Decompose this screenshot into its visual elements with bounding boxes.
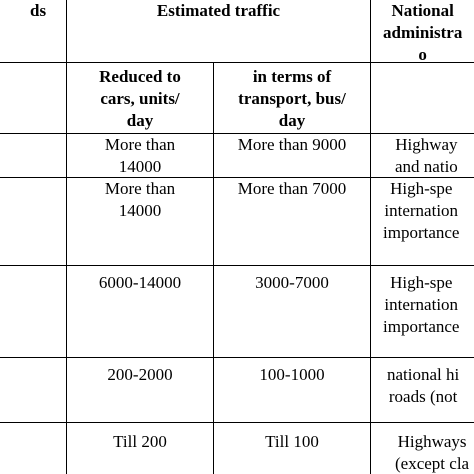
row4-cars bbox=[67, 364, 213, 386]
row1-bus-line-1: More than 9000 bbox=[237, 135, 347, 154]
row-divider-3 bbox=[0, 357, 474, 358]
subheader-bus-line-3: day bbox=[278, 111, 306, 130]
row4-bus-line-1: 100-1000 bbox=[259, 365, 325, 384]
row3-admin-line-2: internation bbox=[384, 295, 459, 314]
row4-cars-line-1: 200-2000 bbox=[107, 365, 173, 384]
row5-admin-line-2: (except cla bbox=[395, 454, 470, 473]
row4-admin-line-2: roads (not bbox=[388, 387, 458, 406]
header-admin-line-2: administra bbox=[383, 23, 463, 42]
row1-admin-line-2: and natio bbox=[395, 157, 458, 176]
row4-admin bbox=[371, 364, 474, 408]
row5-bus-line-1: Till 100 bbox=[265, 432, 319, 451]
row5-admin bbox=[371, 431, 474, 474]
row4-bus bbox=[214, 364, 370, 386]
subheader-bus-line-1: in terms of bbox=[252, 67, 332, 86]
row1-bus bbox=[214, 134, 370, 156]
row5-cars bbox=[67, 431, 213, 453]
row2-cars bbox=[67, 178, 213, 222]
row3-cars-line-1: 6000-14000 bbox=[98, 273, 182, 292]
row-divider-4 bbox=[0, 422, 474, 423]
subheader-cars-line-2: cars, units/ bbox=[100, 89, 180, 108]
subheader-cars bbox=[67, 66, 213, 132]
row2-cars-line-2: 14000 bbox=[118, 201, 162, 220]
row-divider-2 bbox=[0, 265, 474, 266]
row1-cars bbox=[67, 134, 213, 178]
row5-cars-line-1: Till 200 bbox=[113, 432, 167, 451]
header-estimated-traffic bbox=[67, 0, 370, 22]
header-roads bbox=[0, 0, 66, 22]
row3-bus bbox=[214, 272, 370, 294]
row1-cars-line-2: 14000 bbox=[118, 157, 162, 176]
header-estimated-traffic-label: Estimated traffic bbox=[156, 1, 281, 20]
row2-admin-line-3: importance bbox=[383, 223, 460, 242]
row4-admin-line-1: national hi bbox=[387, 365, 460, 384]
row3-cars bbox=[67, 272, 213, 294]
row2-admin bbox=[371, 178, 474, 244]
row2-admin-line-2: internation bbox=[384, 201, 459, 220]
subheader-bus bbox=[214, 66, 370, 132]
row3-bus-line-1: 3000-7000 bbox=[255, 273, 329, 292]
header-roads-label: ds bbox=[30, 1, 47, 20]
row1-admin-line-1: Highway bbox=[395, 135, 458, 154]
row2-cars-line-1: More than bbox=[104, 179, 176, 198]
row5-bus bbox=[214, 431, 370, 453]
row1-cars-line-1: More than bbox=[104, 135, 176, 154]
header-admin-line-1: National bbox=[391, 1, 454, 20]
row1-admin bbox=[371, 134, 474, 178]
row3-admin-line-1: High-spe bbox=[390, 273, 453, 292]
subheader-cars-line-3: day bbox=[126, 111, 154, 130]
row3-admin-line-3: importance bbox=[383, 317, 460, 336]
row2-bus-line-1: More than 7000 bbox=[237, 179, 347, 198]
subheader-bus-line-2: transport, bus/ bbox=[238, 89, 346, 108]
row3-admin bbox=[371, 272, 474, 338]
header-admin-line-3: o bbox=[418, 45, 427, 64]
header-administration bbox=[371, 0, 474, 66]
subheader-cars-line-1: Reduced to bbox=[99, 67, 181, 86]
row5-admin-line-1: Highways bbox=[397, 432, 467, 451]
row2-bus bbox=[214, 178, 370, 200]
row2-admin-line-1: High-spe bbox=[390, 179, 453, 198]
